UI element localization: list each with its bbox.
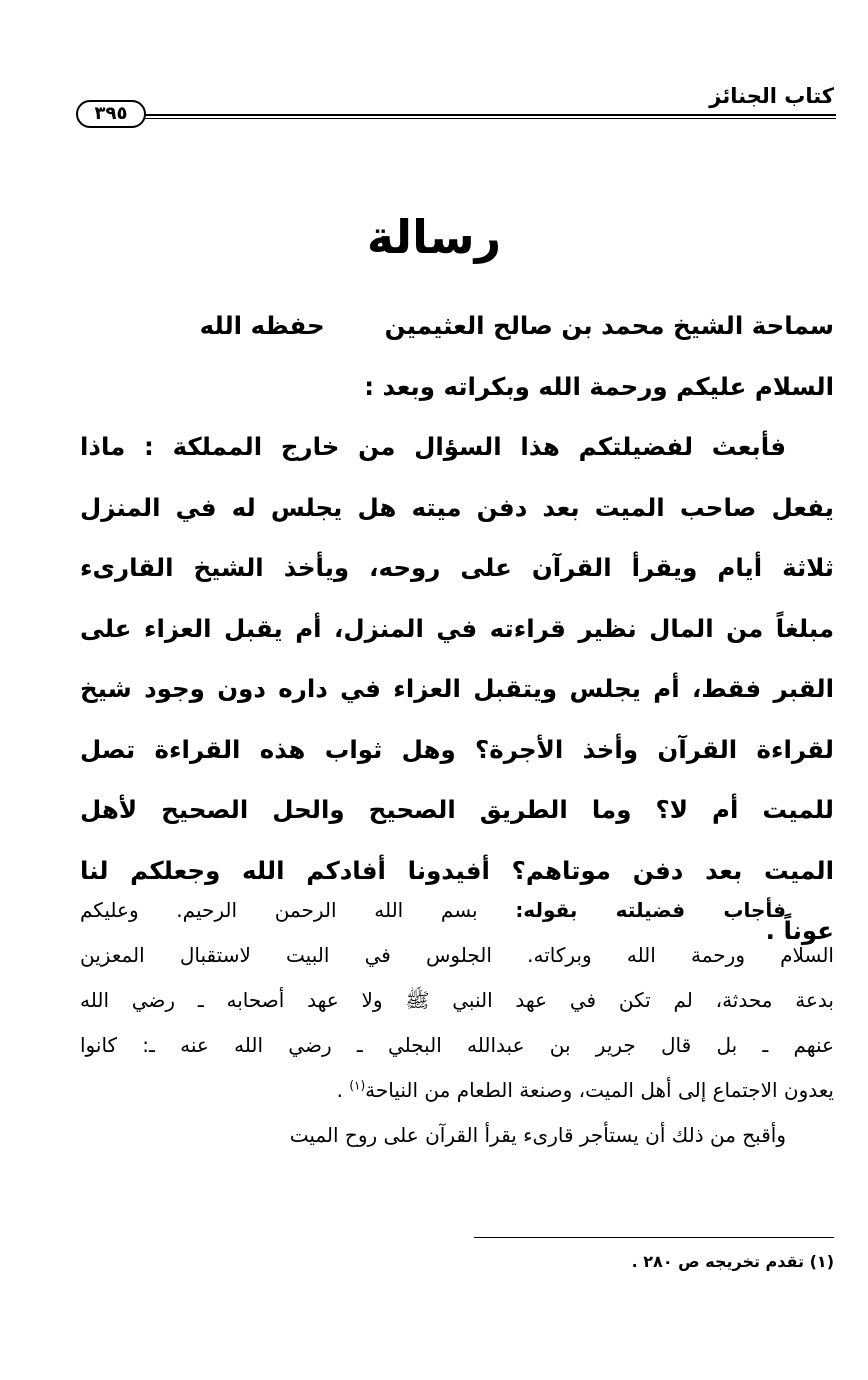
question-line: عوناً . <box>765 916 834 945</box>
question-line: للميت أم لا؟ وما الطريق الصحيح والحل الصحيح لأهل <box>80 795 834 824</box>
blessing: حفظه الله <box>199 311 325 340</box>
running-header-title: كتاب الجنائز <box>709 84 834 108</box>
page-title: رسالة <box>366 210 502 264</box>
question-line: القبر فقط، أم يجلس ويتقبل العزاء في داره دون وجود شيخ <box>80 674 834 703</box>
answer-text <box>80 888 834 1158</box>
answer-line: عنهم ـ بل قال جرير بن عبدالله البجلي ـ رضي الله عنه ـ: كانوا <box>80 1033 834 1057</box>
question-line: يفعل صاحب الميت بعد دفن ميته هل يجلس له في المنزل <box>80 492 834 522</box>
footnote-rule <box>474 1237 834 1238</box>
header-rule <box>132 114 836 119</box>
question-line: ثلاثة أيام ويقرأ القرآن على روحه، ويأخذ الشيخ القارىء <box>80 553 834 582</box>
question-line: فأبعث لفضيلتكم هذا السؤال من خارج المملكة : ماذا <box>80 432 786 461</box>
addressee: سماحة الشيخ محمد بن صالح العثيمين <box>384 311 834 340</box>
addressee-line <box>80 296 834 357</box>
question-line: مبلغاً من المال نظير قراءته في المنزل، أم يقبل العزاء على <box>80 613 834 643</box>
question-line: الميت بعد دفن موتاهم؟ أفيدونا أفادكم الله وجعلكم لنا <box>80 855 834 885</box>
answer-lead: فأجاب فضيلته بقوله: <box>515 898 787 922</box>
answer-line: يعدون الاجتماع إلى أهل الميت، وصنعة الطعام من النياحة$^{(١)}$ . <box>336 1078 834 1102</box>
question-line: لقراءة القرآن وأخذ الأجرة؟ وهل ثواب هذه القراءة تصل <box>80 734 834 764</box>
footnote-marker: (١) <box>349 1078 366 1093</box>
answer-line: فأجاب فضيلته بقوله: بسم الله الرحمن الرحيم. وعليكم <box>80 898 787 922</box>
greeting-line: السلام عليكم ورحمة الله وبكراته وبعد : <box>364 371 834 401</box>
answer-line: وأقبح من ذلك أن يستأجر قارىء يقرأ القرآن على روح الميت <box>289 1123 786 1147</box>
footnote: (١) تقدم تخريجه ص ٢٨٠ . <box>631 1252 834 1271</box>
answer-line: بدعة محدثة، لم تكن في عهد النبي ﷺ ولا عهد أصحابه ـ رضي الله <box>80 988 834 1012</box>
answer-line: السلام ورحمة الله وبركاته. الجلوس في البيت لاستقبال المعزين <box>80 943 834 967</box>
question-text <box>80 296 834 962</box>
page-number: ٣٩٥ <box>76 100 146 128</box>
